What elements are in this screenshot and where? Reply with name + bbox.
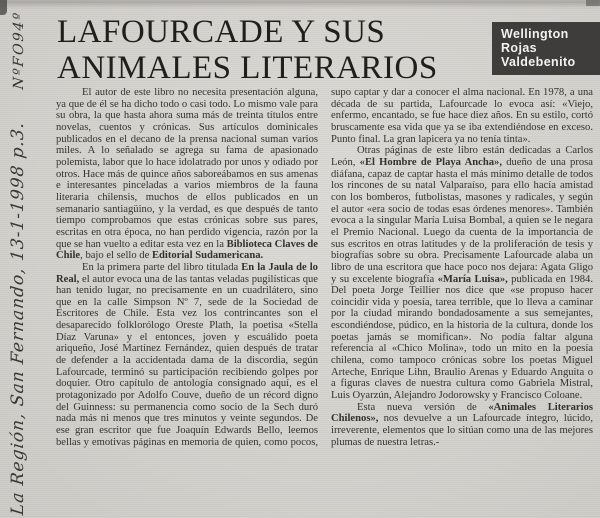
article-body [56,87,593,518]
author-last-name-2: Valdebenito [501,55,576,69]
margin-note-code: NºFO94º [11,10,27,91]
scan-corner-mark-left [0,0,7,15]
article-paragraph-4: Esta nueva versión de «Animales Literarios Chilenos», nos devuelve a un Lafourcade íntegro, lúcido, irreverente, elementos que lo sitúan como una de las mejores plumas de nuestra letras.- [331,401,593,448]
author-last-name-1: Rojas [501,41,538,55]
margin-note-source: La Región, San Fernando, 13-1-1998 p.3. [8,120,28,517]
author-first-name: Wellington [501,27,569,41]
article-paragraph-2: En la primera parte del libro titulada En la Jaula de lo Real, el autor evoca una de las tantas veladas pugilísticas que han tenido lugar, no precisamente en un cuadrilátero, sino que en la calle Simpson Nº 7, sede de la Sociedad de Escritores de Chile. Esta vez los contrincantes son el desaparecido folklorólogo Oreste Plath, la poetisa «Stella Díaz Varuna» y el entonces, joven y escuálido poeta ariqueño, José Martínez Fernández, quien después de tratar de defender a la accidentada dama de la discordia, según Lafourcade, terminó su participación recibiendo golpes por doquier. Otro capítulo de antología consignado aquí, es el protagonizado por Adolfo Couve, dueño de un récord digno del Guinness: su permanencia como socio de la Sech duró nada más ni menos que tres minutos y veinte segundos. De ese gran escritor que fue Joaquín Edwards Bello, leemos bellas y emotivas páginas en memoria de quien, como pocos, supo captar y dar a conocer el alma nacional. En 1978, a una década de su partida, Lafourcade lo evoca así: «Viejo, enfermo, encantado, se fue hace diez años. En su estilo, cortó bruscamente esa vida que ya se iba extendiéndose en exceso. Punto final. La gran lapicera ya no tenía tinta». [56,87,593,448]
article-paragraph-1: El autor de este libro no necesita presentación alguna, ya que de él se ha dicho todo o casi todo. Lo mismo vale para su obra, la que hasta ahora suma más de treinta títulos entre novelas, cuentos y crónicas. Sus artículos dominicales publicados en el decano de la prensa nacional suman varios miles. A lo señalado se agrega su fama de apasionado polemista, labor que lo hace idolatrado por unos y odiado por otros. Hace más de quince años saboreábamos en sus amenas e interesantes pinceladas a varios miembros de la fauna literaria chilensis, muchos de ellos publicados en un semanario santiagüino, y la verdad, es que después de tanto tiempo comprobamos que estas crónicas sobre sus pares, escritas en otra época, no han perdido vigencia, razón por la que se han vuelto a editar esta vez en la Biblioteca Claves de Chile, bajo el sello de Editorial Sudamericana. [56,87,318,262]
article-title [57,14,438,86]
author-byline-box [492,22,600,75]
article-title-line-1: LAFOURCADE Y SUS [57,14,386,50]
article-title-line-2: ANIMALES LITERARIOS [57,50,438,86]
article-paragraph-3: Otras páginas de este libro están dedicadas a Carlos León, «El Hombre de Playa Ancha», dueño de una prosa diáfana, capaz de captar hasta el más mínimo detalle de todos los rincones de su natal Valparaíso, para ello hacía amistad con los bomberos, futbolistas, masones y radicales, y según el autor «era socio de todas esas órdenes menores». También evoca a la singular María Luisa Bombal, a quien se le negara el Premio Nacional. Luego da cuenta de la importancia de sus escritos en otras latitudes y de la proliferación de tesis y biografías sobre su obra. Precisamente Lafourcade alaba un libro de una escritora que hace poco nos dejara: Agata Gligo y su excelente biografía «María Luisa», publicada en 1984. Del poeta Jorge Teillier nos dice que «se propuso hacer coincidir vida y poesía, tarea terrible, que lo lleva a caminar por la ciudad mirando bondadosamente a sus semejantes, escondiéndose, púdico, en la historia de la cultura, donde los poetas jamás se momifican». No podía faltar alguna referencia al «Chico Molina», todo un mito en la poesía chilena, como tampoco crónicas sobre los poetas Miguel Arteche, Enrique Lihn, Braulio Arenas y Eduardo Anguita o a figuras claves de nuestra cultura como Gabriela Mistral, Luis Oyarzún, Alejandro Jodorowsky y Francisco Coloane. [331,145,593,402]
scan-corner-mark-right [586,0,600,6]
handwritten-margin-note [8,10,28,516]
scan-edge-artifact [0,0,600,10]
